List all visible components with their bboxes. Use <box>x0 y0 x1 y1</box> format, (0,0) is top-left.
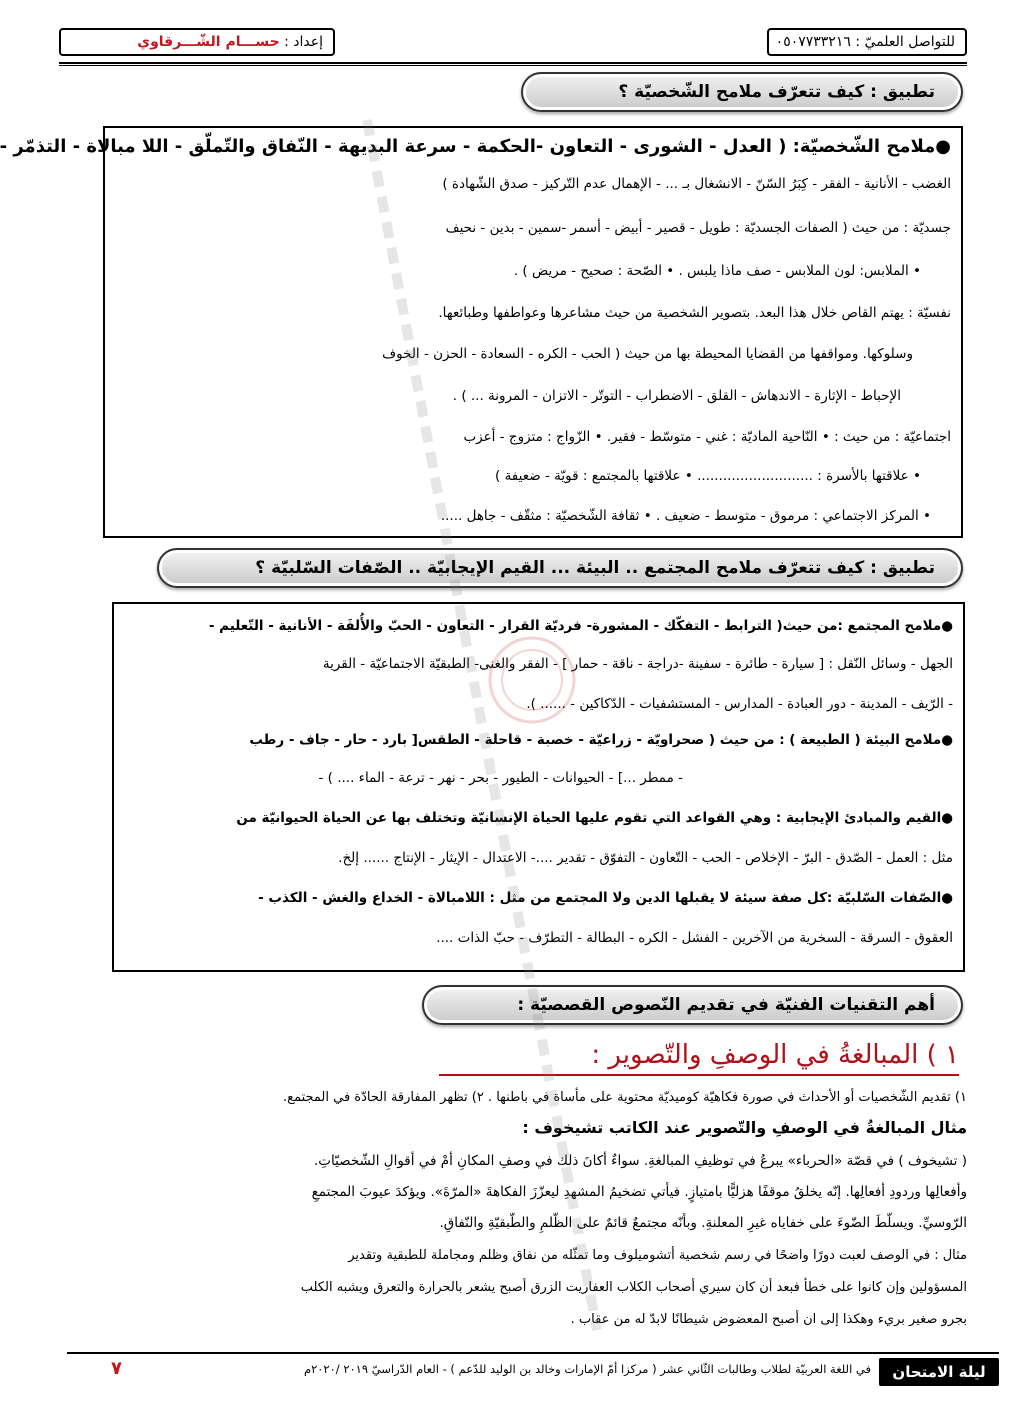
section3-title: أهم التقنيات الفنيّة في تقديم النّصوص القصصيّة : <box>422 985 963 1025</box>
exaggeration-heading <box>591 1040 959 1070</box>
footer-text: في اللغة العربيّة لطلاب وطالبات الثّاني عشر ( مركزا أمّ الإمارات وخالد بن الوليد للدّعم ) - العام الدّراسيّ ٢٠١٩ /٢٠٢٠م <box>303 1362 871 1376</box>
s2-line: ●ملامح البيئة ( الطبيعة ) : من حيث ( صحراويّة - زراعيّة - خصبة - قاحلة - الطقس[ بارد - حار - جاف - رطب <box>249 732 953 748</box>
s1-line: ●ملامح الشّخصيّة: ( العدل - الشورى - التعاون -الحكمة - سرعة البديهة - النّفاق والتّملّق - اللا مبالاة - التذمّر - <box>0 136 951 157</box>
s2-line: مثل : العمل - الصّدق - البرّ - الإخلاص - الحب - التّعاون - التفوّق - تقدير ....- الاعتدال - الإيثار - الإنتاج ...... إلخ. <box>338 850 953 866</box>
s2-line: ●ملامح المجتمع :من حيث( الترابط - التفكّك - المشورة- فرديّة القرار - التعاون - الحبّ والأُلفَة - الأنانية - التّعليم - <box>208 618 953 634</box>
s1-line: الإحباط - الإثارة - الاندهاش - القلق - الاضطراب - التوتّر - الاتزان - المرونة ... ) . <box>452 388 901 404</box>
header-divider <box>59 62 967 66</box>
s1-line: • المركز الاجتماعي : مرموق - متوسط - ضعيف . • ثقافة الشّخصيّة : مثقّف - جاهل ..... <box>440 508 931 524</box>
heading-underline <box>439 1074 959 1076</box>
prepared-by-label: إعداد : <box>284 34 323 50</box>
s2-line: - الرّيف - المدينة - دور العبادة - المدارس - المستشفيات - الدّكاكين - ...... ). <box>526 696 953 712</box>
page-number: ٧ <box>111 1358 122 1379</box>
s1-line: نفسيّة : يهتم القاص خلال هذا البعد. بتصوير الشخصية من حيث مشاعرها وعواطفها وطبائعها. <box>438 305 951 321</box>
s1-line: • الملابس: لون الملابس - صف ماذا يلبس . • الصّحة : صحيح - مريض ) . <box>513 263 921 279</box>
s1-line: الغضب - الأنانية - الفقر - كِبَرُ السّنّ - الانشغال بـ ... - الإهمال عدم التّركيز - صدق الشّهادة ) <box>442 176 951 192</box>
section1-box <box>0 126 963 538</box>
author-box <box>59 28 335 56</box>
s2-line: ●القيم والمبادئ الإيجابية : وهي القواعد التي تقوم عليها الحياة الإنسانيّة وتختلف بها عن الحياة الحيوانيّة من <box>236 810 953 826</box>
contact-text: للتواصل العلميّ : ٠٥٠٧٧٣٣٢١٦ <box>775 34 955 50</box>
section2-box <box>112 602 965 972</box>
section1-title: تطبيق : كيف تتعرّف ملامح الشّخصيّة ؟ <box>521 72 963 112</box>
example-line: بجرو صغير بريء وهكذا إلى ان أصبح المعضوض شيطانًا لابدّ له من عقاب . <box>570 1312 967 1327</box>
example-subheading: مثال المبالغةُ في الوصفِ والتّصوير عند الكاتب تشيخوف : <box>522 1118 967 1137</box>
section2-title: تطبيق : كيف تتعرّف ملامح المجتمع .. البيئة ... القيم الإيجابيّة .. الصّفات السّلبيّة ؟ <box>157 548 963 588</box>
para-line: الرّوسيِّ. ويسلّطَ الضّوءَ على خفاياه غيرِ المعلنةِ. وبأنّه مجتمعٌ قائمٌ على الظّلمِ والطّبقيّةِ والنّفاقِ. <box>439 1215 967 1231</box>
footer-logo: ليلة الامتحان <box>879 1358 999 1386</box>
exaggeration-heading-text: ١ ) المبالغةُ في الوصفِ والتّصوير : <box>591 1040 959 1070</box>
s1-line: جسديّة : من حيث ( الصفات الجسديّة : طويل - قصير - أبيض - أسمر -سمين - بدين - نحيف <box>445 220 951 236</box>
example-line: المسؤولين وإن كانوا على خطأ فبعد أن كان سيري أصحاب الكلاب العفاريت الزرق أصبح يشعر بالحرارة والتعرق ويشبه الكلب <box>300 1280 967 1295</box>
s1-line: اجتماعيّة : من حيث : • النّاحية الماديّة : غني - متوسّط - فقير. • الزّواج : متزوج - أعزب <box>463 429 951 445</box>
s2-line: ●الصّفات السّلبيّة :كل صفة سيئة لا يقبلها الدين ولا المجتمع من مثل : اللامبالاة - الخداع والغش - الكذب - <box>258 890 953 906</box>
para-line: وأفعالِها وردودِ أفعالِها. إنّه يخلقُ موقفًا هزليًّا بامتيازٍ. فيأتي تضخيمُ المشهدِ ليعزّزَ الفكاهةَ «المرّةَ». ويؤكدَ عيوبَ المجتمعِ <box>311 1184 967 1200</box>
s1-line: • علاقتها بالأسرة : ........................... • علاقتها بالمجتمع : قويّة - ضعيفة ) <box>495 468 921 484</box>
contact-box <box>767 28 967 56</box>
s2-line: العقوق - السرقة - السخرية من الآخرين - الفشل - الكره - البطالة - التطرّف - حبّ الذات .... <box>436 930 953 946</box>
example-line: مثال : في الوصف لعبت دورًا واضحًا في رسم شخصية أتشوميلوف وما تمثّله من نفاق وظلم ومجاملة للطبقية وتقدير <box>348 1248 967 1263</box>
s2-line: - ممطر ...] - الحيوانات - الطيور - بحر - نهر - ترعة - الماء .... ) - <box>318 770 683 786</box>
intro-line: ١) تقديم الشّخصيات أو الأحداث في صورة فكاهيّة كوميديّة محتوية على مأساة في باطنها . ٢) تظهر المفارقة الحادّة في المجتمع. <box>283 1090 967 1105</box>
s2-line: الجهل - وسائل النّقل : [ سيارة - طائرة - سفينة -دراجة - ناقة - حمار ] - الفقر والغنى- الطبقيّة الاجتماعيّة - القرية <box>322 656 953 672</box>
para-line: ( تشيخوف ) في قصّة «الحرباء» يبرعُ في توظيفِ المبالغةِ. سواءٌ أكانَ ذلك في وصفِ المكانِ أمْ في أقوالِ الشّخصيّاتِ. <box>313 1153 967 1169</box>
author-name: حســـام الشّـــرقاوي <box>137 34 280 50</box>
s1-line: وسلوكها. ومواقفها من القضايا المحيطة بها من حيث ( الحب - الكره - السعادة - الحزن - الخوف <box>382 346 913 362</box>
footer <box>67 1352 999 1388</box>
